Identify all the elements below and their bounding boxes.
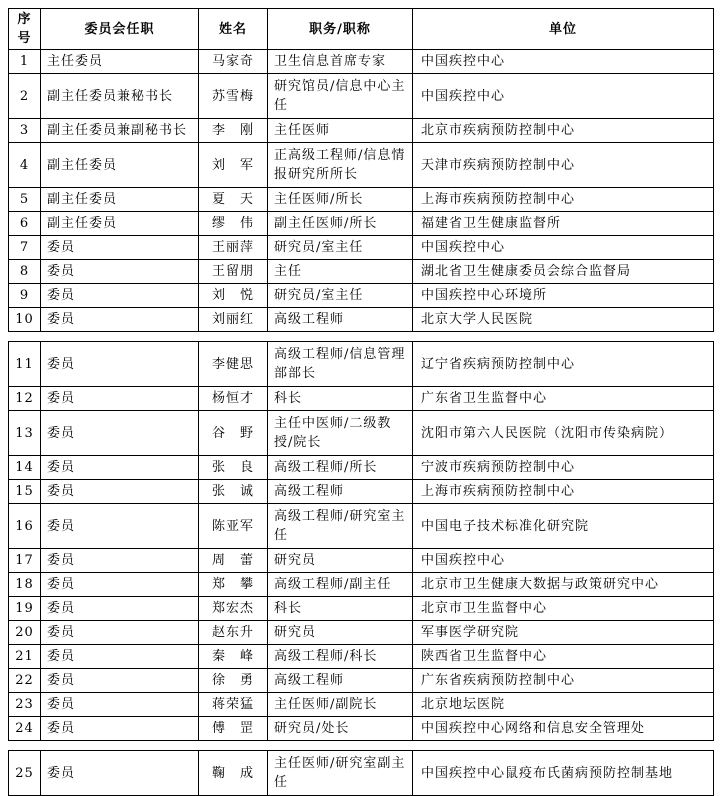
cell-organization: 中国电子技术标准化研究院 [413, 504, 714, 549]
cell-index: 4 [9, 143, 41, 188]
column-header-name: 姓名 [199, 9, 268, 50]
cell-name: 王留朋 [199, 260, 268, 284]
cell-index: 19 [9, 597, 41, 621]
cell-committee-position: 委员 [41, 645, 199, 669]
cell-title: 高级工程师/信息管理部部长 [268, 342, 413, 387]
cell-organization: 中国疾控中心鼠疫布氏菌病预防控制基地 [413, 751, 714, 796]
cell-organization: 天津市疾病预防控制中心 [413, 143, 714, 188]
cell-index: 7 [9, 236, 41, 260]
table-row [9, 212, 714, 236]
cell-index: 6 [9, 212, 41, 236]
cell-organization: 辽宁省疾病预防控制中心 [413, 342, 714, 387]
cell-index: 2 [9, 74, 41, 119]
cell-organization: 中国疾控中心 [413, 50, 714, 74]
cell-organization: 福建省卫生健康监督所 [413, 212, 714, 236]
cell-organization: 北京市卫生监督中心 [413, 597, 714, 621]
cell-organization: 北京地坛医院 [413, 693, 714, 717]
cell-index: 1 [9, 50, 41, 74]
table-row [9, 597, 714, 621]
cell-organization: 沈阳市第六人民医院（沈阳市传染病院） [413, 411, 714, 456]
table-row [9, 573, 714, 597]
cell-committee-position: 委员 [41, 573, 199, 597]
cell-name: 王丽萍 [199, 236, 268, 260]
cell-index: 14 [9, 456, 41, 480]
table-row [9, 74, 714, 119]
cell-committee-position: 委员 [41, 597, 199, 621]
column-header-position: 委员会任职 [41, 9, 199, 50]
table-row [9, 342, 714, 387]
table-row [9, 751, 714, 796]
cell-committee-position: 委员 [41, 504, 199, 549]
table-row [9, 621, 714, 645]
table-row [9, 119, 714, 143]
committee-table-segment-1 [8, 8, 714, 332]
cell-title: 高级工程师/副主任 [268, 573, 413, 597]
column-header-no: 序号 [9, 9, 41, 50]
cell-title: 主任中医师/二级教授/院长 [268, 411, 413, 456]
cell-organization: 广东省卫生监督中心 [413, 387, 714, 411]
cell-index: 3 [9, 119, 41, 143]
cell-organization: 宁波市疾病预防控制中心 [413, 456, 714, 480]
cell-title: 研究员 [268, 549, 413, 573]
cell-committee-position: 委员 [41, 621, 199, 645]
cell-title: 主任医师/研究室副主任 [268, 751, 413, 796]
cell-name: 夏 天 [199, 188, 268, 212]
table-row [9, 284, 714, 308]
cell-index: 10 [9, 308, 41, 332]
table-row [9, 717, 714, 741]
table-row [9, 236, 714, 260]
table-row [9, 387, 714, 411]
cell-committee-position: 副主任委员 [41, 212, 199, 236]
cell-title: 主任医师 [268, 119, 413, 143]
cell-title: 高级工程师 [268, 480, 413, 504]
cell-organization: 广东省疾病预防控制中心 [413, 669, 714, 693]
cell-committee-position: 委员 [41, 751, 199, 796]
cell-organization: 中国疾控中心网络和信息安全管理处 [413, 717, 714, 741]
cell-committee-position: 委员 [41, 284, 199, 308]
cell-organization: 湖北省卫生健康委员会综合监督局 [413, 260, 714, 284]
cell-committee-position: 副主任委员兼副秘书长 [41, 119, 199, 143]
cell-title: 研究员/室主任 [268, 236, 413, 260]
cell-committee-position: 委员 [41, 456, 199, 480]
cell-index: 24 [9, 717, 41, 741]
cell-name: 李健思 [199, 342, 268, 387]
cell-name: 周 蕾 [199, 549, 268, 573]
cell-name: 张 良 [199, 456, 268, 480]
cell-committee-position: 委员 [41, 342, 199, 387]
cell-name: 郑 攀 [199, 573, 268, 597]
cell-title: 研究员/处长 [268, 717, 413, 741]
column-header-org: 单位 [413, 9, 714, 50]
cell-title: 科长 [268, 597, 413, 621]
table-row [9, 480, 714, 504]
cell-committee-position: 委员 [41, 693, 199, 717]
cell-title: 科长 [268, 387, 413, 411]
cell-name: 陈亚军 [199, 504, 268, 549]
cell-committee-position: 委员 [41, 480, 199, 504]
cell-committee-position: 副主任委员 [41, 143, 199, 188]
cell-committee-position: 副主任委员兼秘书长 [41, 74, 199, 119]
cell-organization: 中国疾控中心 [413, 74, 714, 119]
header-row [9, 9, 714, 50]
cell-title: 主任医师/所长 [268, 188, 413, 212]
cell-committee-position: 委员 [41, 236, 199, 260]
cell-title: 研究馆员/信息中心主任 [268, 74, 413, 119]
cell-name: 赵东升 [199, 621, 268, 645]
cell-title: 高级工程师/科长 [268, 645, 413, 669]
cell-index: 20 [9, 621, 41, 645]
table-row [9, 456, 714, 480]
cell-name: 苏雪梅 [199, 74, 268, 119]
cell-index: 17 [9, 549, 41, 573]
cell-name: 张 诚 [199, 480, 268, 504]
cell-name: 秦 峰 [199, 645, 268, 669]
cell-title: 研究员 [268, 621, 413, 645]
cell-index: 5 [9, 188, 41, 212]
cell-title: 高级工程师/研究室主任 [268, 504, 413, 549]
cell-title: 正高级工程师/信息情报研究所所长 [268, 143, 413, 188]
cell-committee-position: 主任委员 [41, 50, 199, 74]
table-row [9, 411, 714, 456]
cell-committee-position: 委员 [41, 308, 199, 332]
cell-name: 鞠 成 [199, 751, 268, 796]
table-row [9, 645, 714, 669]
cell-committee-position: 副主任委员 [41, 188, 199, 212]
cell-organization: 上海市疾病预防控制中心 [413, 188, 714, 212]
cell-organization: 上海市疾病预防控制中心 [413, 480, 714, 504]
committee-table-segment-3 [8, 750, 714, 796]
cell-index: 12 [9, 387, 41, 411]
cell-committee-position: 委员 [41, 411, 199, 456]
cell-name: 徐 勇 [199, 669, 268, 693]
cell-title: 主任 [268, 260, 413, 284]
cell-name: 郑宏杰 [199, 597, 268, 621]
cell-index: 18 [9, 573, 41, 597]
cell-name: 傅 罡 [199, 717, 268, 741]
cell-title: 卫生信息首席专家 [268, 50, 413, 74]
cell-index: 22 [9, 669, 41, 693]
cell-index: 15 [9, 480, 41, 504]
cell-organization: 北京大学人民医院 [413, 308, 714, 332]
cell-organization: 军事医学研究院 [413, 621, 714, 645]
table-row [9, 669, 714, 693]
cell-name: 马家奇 [199, 50, 268, 74]
cell-index: 8 [9, 260, 41, 284]
cell-organization: 陕西省卫生监督中心 [413, 645, 714, 669]
cell-committee-position: 委员 [41, 260, 199, 284]
table-row [9, 260, 714, 284]
cell-index: 16 [9, 504, 41, 549]
table-row [9, 693, 714, 717]
cell-name: 杨恒才 [199, 387, 268, 411]
table-row [9, 549, 714, 573]
cell-title: 研究员/室主任 [268, 284, 413, 308]
table-row [9, 504, 714, 549]
cell-organization: 中国疾控中心环境所 [413, 284, 714, 308]
committee-table-segment-2 [8, 341, 714, 741]
cell-index: 21 [9, 645, 41, 669]
cell-committee-position: 委员 [41, 387, 199, 411]
cell-committee-position: 委员 [41, 669, 199, 693]
table-row [9, 308, 714, 332]
cell-index: 23 [9, 693, 41, 717]
cell-name: 刘 军 [199, 143, 268, 188]
cell-organization: 北京市卫生健康大数据与政策研究中心 [413, 573, 714, 597]
cell-organization: 北京市疾病预防控制中心 [413, 119, 714, 143]
cell-title: 高级工程师 [268, 308, 413, 332]
cell-organization: 中国疾控中心 [413, 549, 714, 573]
cell-name: 刘 悦 [199, 284, 268, 308]
table-row [9, 143, 714, 188]
cell-organization: 中国疾控中心 [413, 236, 714, 260]
cell-index: 13 [9, 411, 41, 456]
cell-name: 谷 野 [199, 411, 268, 456]
cell-title: 主任医师/副院长 [268, 693, 413, 717]
cell-index: 9 [9, 284, 41, 308]
table-row [9, 50, 714, 74]
column-header-title: 职务/职称 [268, 9, 413, 50]
cell-index: 25 [9, 751, 41, 796]
cell-title: 高级工程师/所长 [268, 456, 413, 480]
cell-index: 11 [9, 342, 41, 387]
cell-title: 高级工程师 [268, 669, 413, 693]
cell-name: 蒋荣猛 [199, 693, 268, 717]
table-row [9, 188, 714, 212]
cell-name: 刘丽红 [199, 308, 268, 332]
cell-name: 缪 伟 [199, 212, 268, 236]
cell-name: 李 刚 [199, 119, 268, 143]
committee-table-region [8, 8, 721, 796]
cell-title: 副主任医师/所长 [268, 212, 413, 236]
cell-committee-position: 委员 [41, 717, 199, 741]
cell-committee-position: 委员 [41, 549, 199, 573]
